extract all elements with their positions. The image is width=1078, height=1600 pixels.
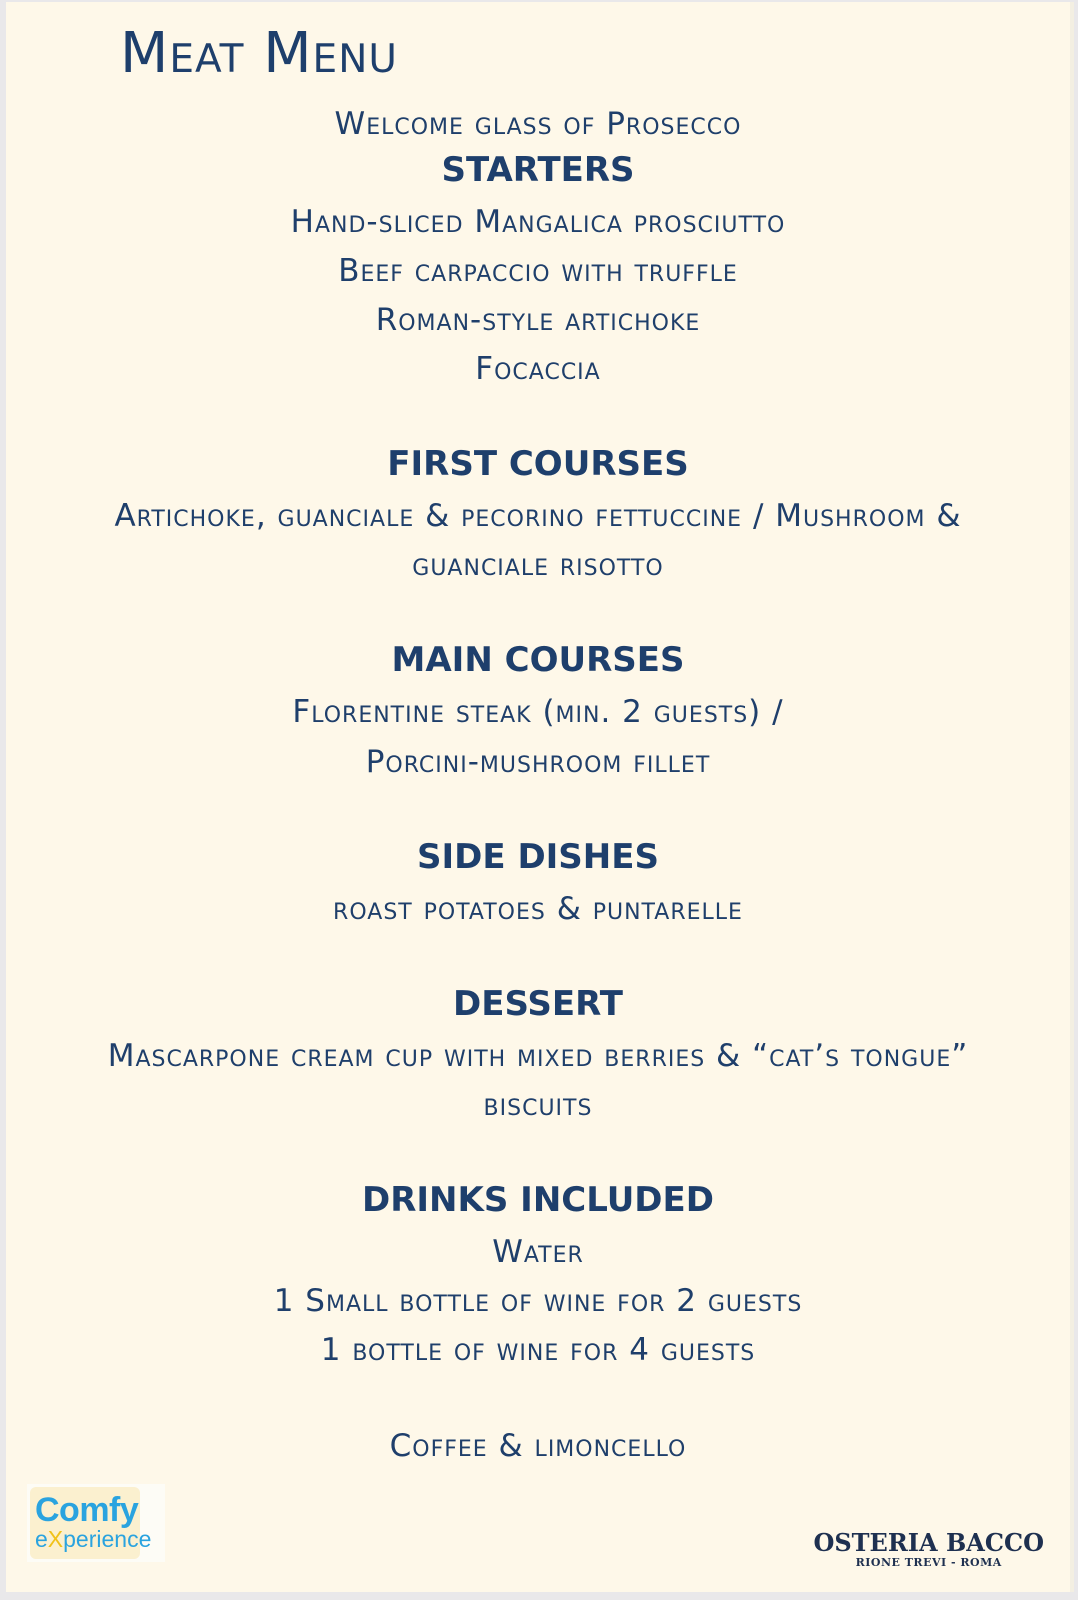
menu-item: Beef carpaccio with truffle	[338, 253, 738, 289]
menu-item: roast potatoes & puntarelle	[333, 891, 743, 927]
menu-item: Focaccia	[475, 351, 601, 387]
menu-item: Florentine steak (min. 2 guests) /	[292, 694, 784, 730]
logo-text-part: perience	[63, 1526, 152, 1552]
menu-item: 1 Small bottle of wine for 2 guests	[273, 1283, 803, 1319]
comfy-logo-text: Comfy	[35, 1491, 139, 1529]
logo-text-part: e	[35, 1526, 48, 1552]
section-heading-main-courses: MAIN COURSES	[391, 640, 685, 680]
restaurant-name: OSTERIA BACCO	[813, 1528, 1044, 1557]
section-heading-first-courses: FIRST COURSES	[387, 444, 689, 484]
logo-x-letter: X	[47, 1526, 64, 1552]
menu-item: guanciale risotto	[412, 547, 664, 583]
closing-item: Coffee & limoncello	[389, 1428, 687, 1464]
menu-item: Mascarpone cream cup with mixed berries & “cat’s tongue”	[107, 1038, 969, 1074]
welcome-drink: Welcome glass of Prosecco	[334, 106, 742, 142]
section-heading-side-dishes: SIDE DISHES	[417, 837, 659, 877]
menu-item: Porcini-mushroom fillet	[365, 744, 711, 780]
menu-page	[6, 2, 1074, 1592]
menu-item: Hand-sliced Mangalica prosciutto	[290, 204, 786, 240]
menu-title: Meat Menu	[120, 21, 398, 86]
menu-item: Water	[492, 1234, 584, 1270]
menu-item: 1 bottle of wine for 4 guests	[320, 1332, 756, 1368]
restaurant-location: RIONE TREVI - ROMA	[855, 1556, 1002, 1569]
section-heading-dessert: DESSERT	[453, 984, 623, 1024]
menu-item: Artichoke, guanciale & pecorino fettuccine / Mushroom &	[114, 498, 962, 534]
menu-item: biscuits	[483, 1087, 593, 1123]
osteria-bacco-logo	[813, 1530, 1044, 1570]
experience-logo-text	[35, 1526, 151, 1552]
section-heading-starters: STARTERS	[441, 150, 635, 190]
section-heading-drinks: DRINKS INCLUDED	[362, 1180, 714, 1220]
menu-item: Roman-style artichoke	[375, 302, 701, 338]
comfy-experience-logo	[27, 1484, 165, 1562]
